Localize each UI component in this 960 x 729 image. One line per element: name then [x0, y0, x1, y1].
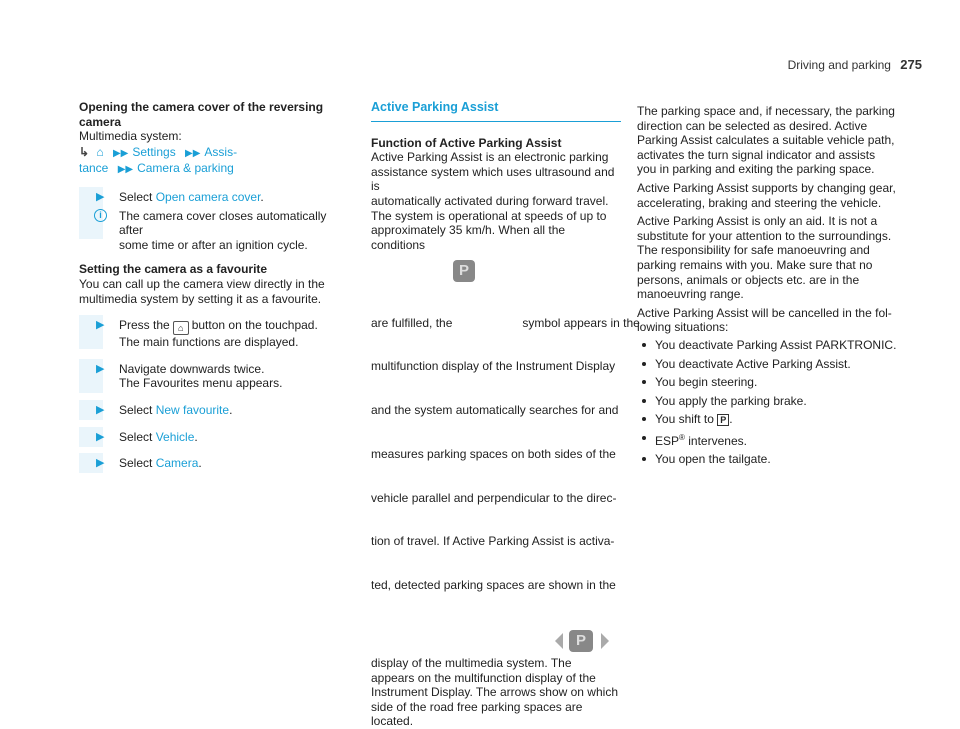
system-label: Multimedia system:: [79, 129, 182, 144]
step-arrow-icon: ▶: [96, 430, 105, 443]
para-c: display of the multimedia system. The appears on the multifunction display of the Instrument Display. The arrows show on which side of the road free parking spaces are located.: [371, 656, 618, 729]
double-chevron-icon: ▶▶: [185, 147, 201, 159]
menu-path-cont: [79, 161, 349, 178]
heading-favourite: Setting the camera as a favourite: [79, 262, 268, 277]
park-position-icon: P: [717, 414, 729, 426]
list-item: ESP® intervenes.: [637, 431, 907, 449]
column-middle: [371, 100, 640, 729]
info-note: i The camera cover closes automatically after some time or after an ignition cycle.: [79, 209, 349, 253]
path-assistance-2: tance: [79, 161, 109, 176]
path-arrow-icon: ↳: [79, 144, 90, 159]
column-left: Opening the camera cover of the reversing camera Multimedia system: ↳ ⌂ ▶▶ Settings ▶▶ Assis- tance ▶▶ Camera & parking ▶ Select Open camera cover. i The camera cover closes automatically after some time or after an ignition cycle. Setting the camera as a favourite You can call up the camera view directly in the multimedia system by setting it as a favourite. ▶ Press the ⌂ button on the touchpad. The main functions are displayed. ▶ Navigate downwards twice. The Favourites menu appears. ▶ Select New favourite. ▶ Select Vehicle. ▶ Select Camera.: [79, 100, 349, 471]
camera-link: Camera: [155, 456, 199, 471]
para-a: The parking space and, if necessary, the parking direction can be selected as desired. Active Parking Assist calculates a suitable vehicle path, activates the turn signal indicator and assists you in parking and exiting the parking space.: [637, 104, 895, 177]
section-title: Driving and parking: [787, 58, 891, 72]
step-press-home: ▶ Press the ⌂ button on the touchpad. The main functions are displayed.: [79, 318, 349, 350]
heading-open-camera-cover-l2: camera: [79, 114, 122, 129]
para-b: are fulfilled, the symbol appears in the multifunction display of the Instrument Display and the system automatically searches for and measures parking spaces on both sides of the vehicle parallel and perpendicular to the direc- tion of travel. If Active Parking Assist is activa- ted, detected parking spaces are shown in the: [371, 315, 640, 593]
double-chevron-icon: ▶▶: [117, 164, 134, 176]
home-button-icon: ⌂: [173, 321, 189, 335]
double-chevron-icon: ▶▶: [112, 147, 129, 159]
menu-path: [79, 145, 349, 162]
info-icon: i: [94, 209, 107, 222]
step-arrow-icon: ▶: [96, 457, 105, 470]
path-settings: Settings: [132, 144, 176, 159]
step-select-camera: ▶ Select Camera.: [79, 456, 349, 471]
step-navigate-down: ▶ Navigate downwards twice. The Favourites menu appears.: [79, 362, 349, 391]
list-item: You deactivate Active Parking Assist.: [637, 357, 907, 372]
list-item: You open the tailgate.: [637, 452, 907, 467]
cancel-conditions-list: [637, 338, 907, 467]
list-item: You deactivate Parking Assist PARKTRONIC.: [637, 338, 907, 353]
step-select-vehicle: ▶ Select Vehicle.: [79, 430, 349, 445]
para-a: Active Parking Assist is an electronic parking assistance system which uses ultrasound and is automatically activated during forward travel. The system is operational at speeds of up to approximately 35 km/h. When all the conditions: [371, 150, 615, 252]
new-favourite-link: New favourite: [155, 402, 230, 417]
parking-arrows-symbol-icon: P: [555, 630, 609, 652]
list-item: You begin steering.: [637, 375, 907, 390]
para-c: Active Parking Assist is only an aid. It is not a substitute for your attention to the surroundings. The responsibility for safe manoeuvring and parking remains with you. Make sure that no persons, animals or objects etc. are in the manoeuvring range.: [637, 214, 892, 302]
para-d: Active Parking Assist will be cancelled in the fol- lowing situations:: [637, 305, 892, 335]
list-item: You shift to P .: [637, 412, 907, 427]
step-arrow-icon: ▶: [96, 190, 105, 203]
page-number: 275: [900, 57, 922, 72]
path-camera-parking: Camera & parking: [137, 161, 234, 176]
section-heading-active-parking-assist: Active Parking Assist: [371, 100, 621, 122]
page-header: [788, 58, 922, 73]
path-assistance-1: Assis-: [204, 144, 238, 159]
list-item: You apply the parking brake.: [637, 394, 907, 409]
vehicle-link: Vehicle: [155, 429, 195, 444]
open-camera-cover-link: Open camera cover: [155, 189, 261, 204]
para-b: Active Parking Assist supports by changing gear, accelerating, braking and steering the vehicle.: [637, 180, 896, 210]
parking-symbol-icon: P: [453, 260, 475, 282]
step-select-new-favourite: ▶ Select New favourite.: [79, 403, 349, 418]
heading-function: Function of Active Parking Assist: [371, 135, 562, 150]
home-icon: ⌂: [96, 144, 104, 159]
column-right: [637, 104, 907, 471]
heading-open-camera-cover-l1: Opening the camera cover of the reversing: [79, 100, 324, 114]
step-arrow-icon: ▶: [96, 403, 105, 416]
step-open-camera-cover: ▶ Select Open camera cover.: [79, 190, 349, 205]
step-arrow-icon: ▶: [96, 362, 105, 375]
step-arrow-icon: ▶: [96, 319, 105, 332]
